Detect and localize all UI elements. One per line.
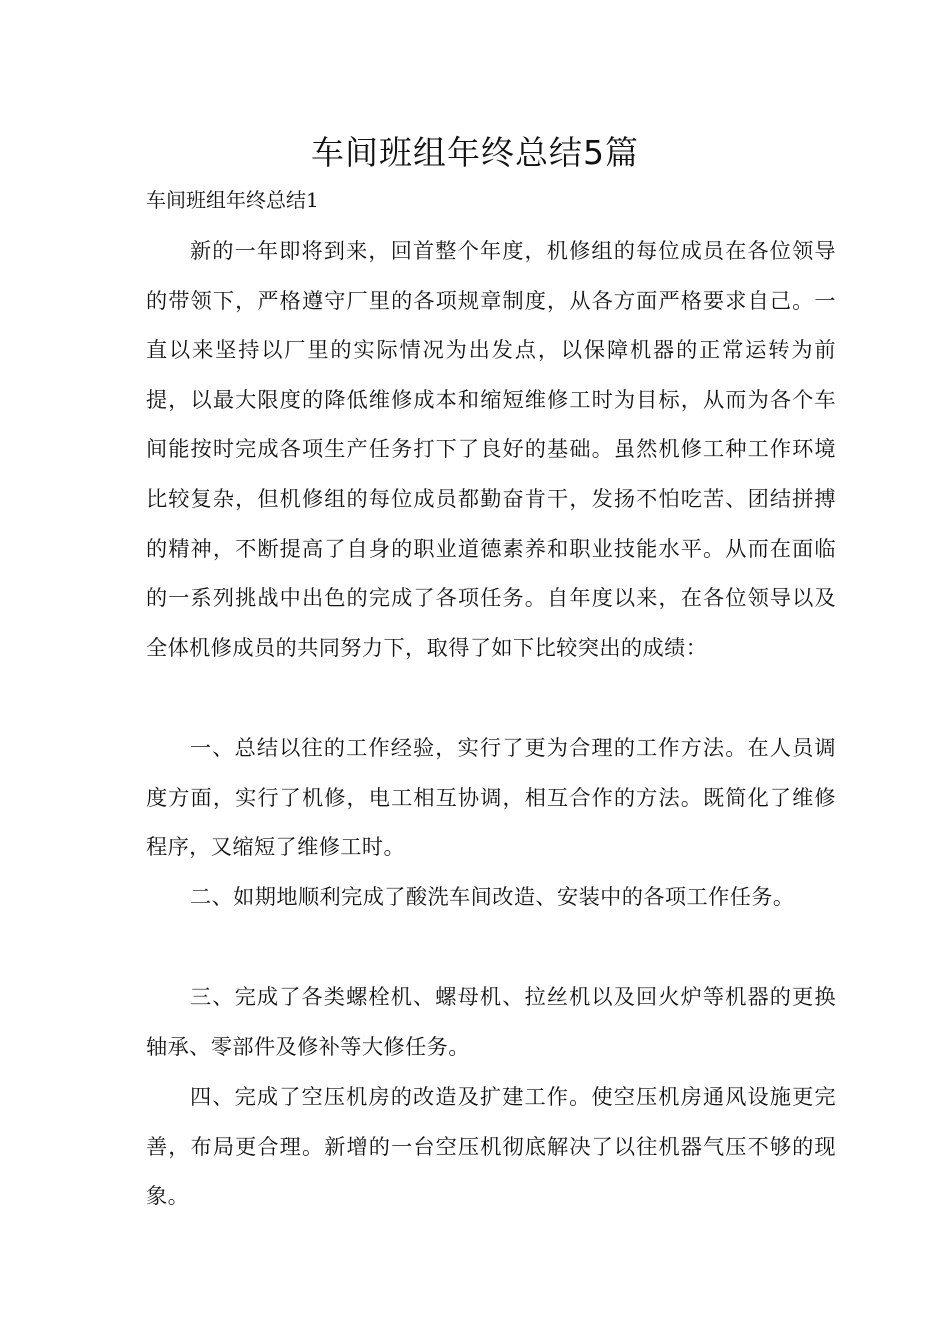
- section-heading: 车间班组年终总结1: [146, 188, 319, 212]
- document-title: 车间班组年终总结5篇: [311, 133, 639, 172]
- paragraph-item-3: 三、完成了各类螺栓机、螺母机、拉丝机以及回火炉等机器的更换轴承、零部件及修补等大修任务。: [146, 984, 836, 1059]
- paragraph-item-4: 四、完成了空压机房的改造及扩建工作。使空压机房通风设施更完善，布局更合理。新增的一台空压机彻底解决了以往机器气压不够的现象。: [146, 1084, 836, 1209]
- paragraph-item-2: 二、如期地顺利完成了酸洗车间改造、安装中的各项工作任务。: [190, 884, 795, 909]
- paragraph-intro: 新的一年即将到来，回首整个年度，机修组的每位成员在各位领导的带领下，严格遵守厂里的各项规章制度，从各方面严格要求自己。一直以来坚持以厂里的实际情况为出发点，以保障机器的正常运转为前提，以最大限度的降低维修成本和缩短维修工时为目标，从而为各个车间能按时完成各项生产任务打下了良好的基础。虽然机修工种工作环境比较复杂，但机修组的每位成员都勤奋肯干，发扬不怕吃苦、团结拼搏的精神，不断提高了自身的职业道德素养和职业技能水平。从而在面临的一系列挑战中出色的完成了各项任务。自年度以来，在各位领导以及全体机修成员的共同努力下，取得了如下比较突出的成绩：: [146, 238, 836, 660]
- paragraph-item-1: 一、总结以往的工作经验，实行了更为合理的工作方法。在人员调度方面，实行了机修，电工相互协调，相互合作的方法。既简化了维修程序，又缩短了维修工时。: [146, 735, 836, 860]
